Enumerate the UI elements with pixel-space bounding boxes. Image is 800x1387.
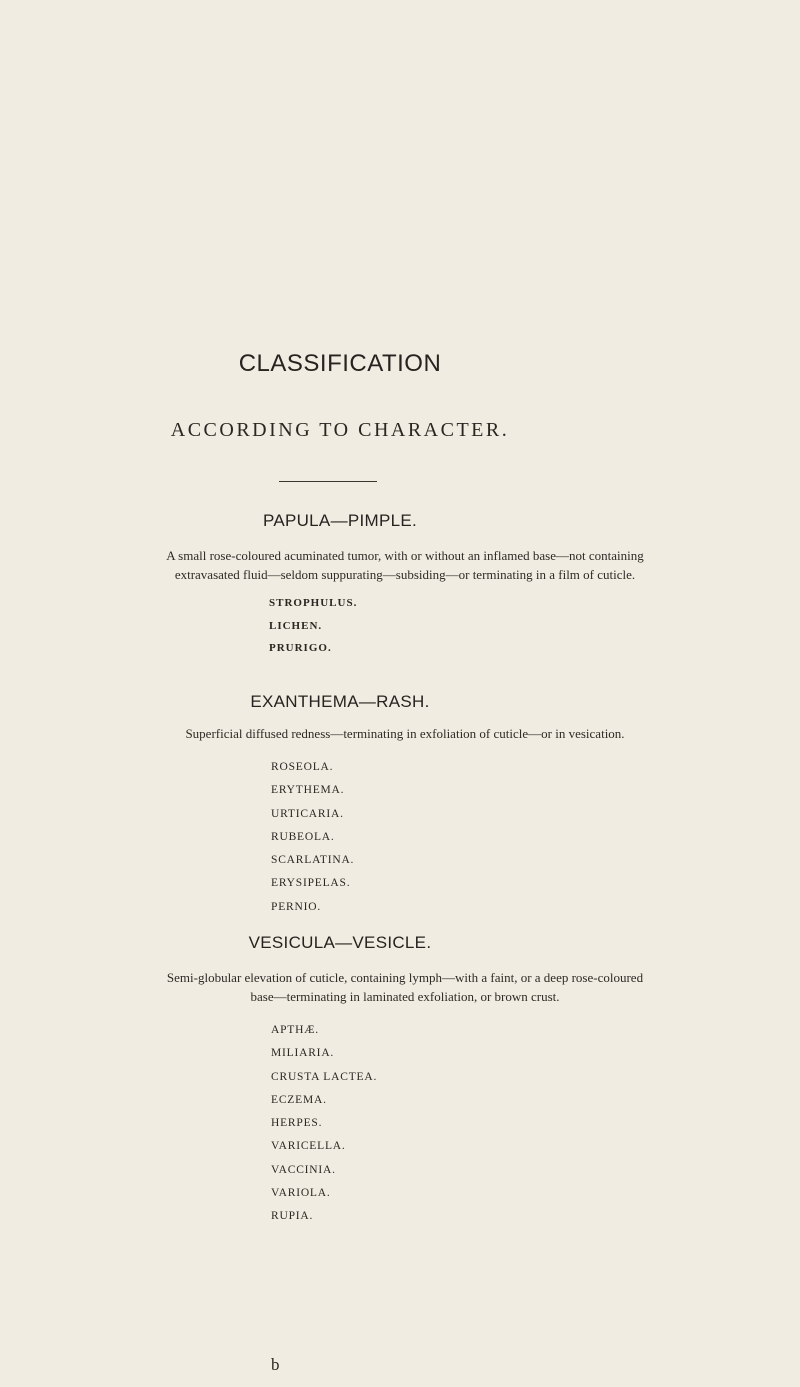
section-description-papula [30,546,780,584]
section-heading-vesicula: VESICULA—VESICLE. [248,933,432,952]
list-item: CRUSTA LACTEA. [271,1070,378,1083]
list-item: PRURIGO. [269,642,332,654]
list-item: VACCINIA. [271,1163,336,1176]
list-item: PERNIO. [271,900,322,913]
section-heading-papula: PAPULA—PIMPLE. [262,511,418,530]
list-item: SCARLATINA. [271,854,355,867]
list-item: RUPIA. [271,1210,314,1223]
section-description-exanthema [30,724,780,743]
list-item: ECZEMA. [271,1093,327,1106]
page-subtitle: ACCORDING TO CHARACTER. [170,419,510,441]
list-item: APTHÆ. [271,1024,319,1036]
list-item: ERYSIPELAS. [271,877,351,890]
description-line: base—terminating in laminated exfoliation, or brown crust. [250,989,560,1004]
list-item: LICHEN. [269,619,323,632]
divider-rule [279,481,377,482]
page-title: CLASSIFICATION [238,350,442,377]
term-list-exanthema [271,756,354,919]
description-line: Semi-globular elevation of cuticle, containing lymph—with a faint, or a deep rose-coloured [166,970,644,985]
list-item: RUBEOLA. [271,830,335,843]
description-line: A small rose-coloured acuminated tumor, with or without an inflamed base—not containing [166,548,644,563]
description-line: extravasated fluid—seldom suppurating—subsiding—or terminating in a film of cuticle. [174,567,636,582]
term-list-papula [269,592,357,660]
list-item: ROSEOLA. [271,761,334,773]
list-item: HERPES. [271,1117,323,1130]
list-item: URTICARIA. [271,807,344,820]
list-item: VARICELLA. [271,1140,346,1153]
term-list-vesicula [271,1019,377,1229]
list-item: VARIOLA. [271,1187,331,1200]
description-line: Superficial diffused redness—terminating in exfoliation of cuticle—or in vesication. [185,726,625,741]
list-item: ERYTHEMA. [271,784,345,797]
section-description-vesicula [30,968,780,1006]
list-item: STROPHULUS. [269,597,358,609]
list-item: MILIARIA. [271,1047,335,1060]
signature-mark: b [271,1355,280,1374]
section-heading-exanthema: EXANTHEMA—RASH. [250,692,430,711]
